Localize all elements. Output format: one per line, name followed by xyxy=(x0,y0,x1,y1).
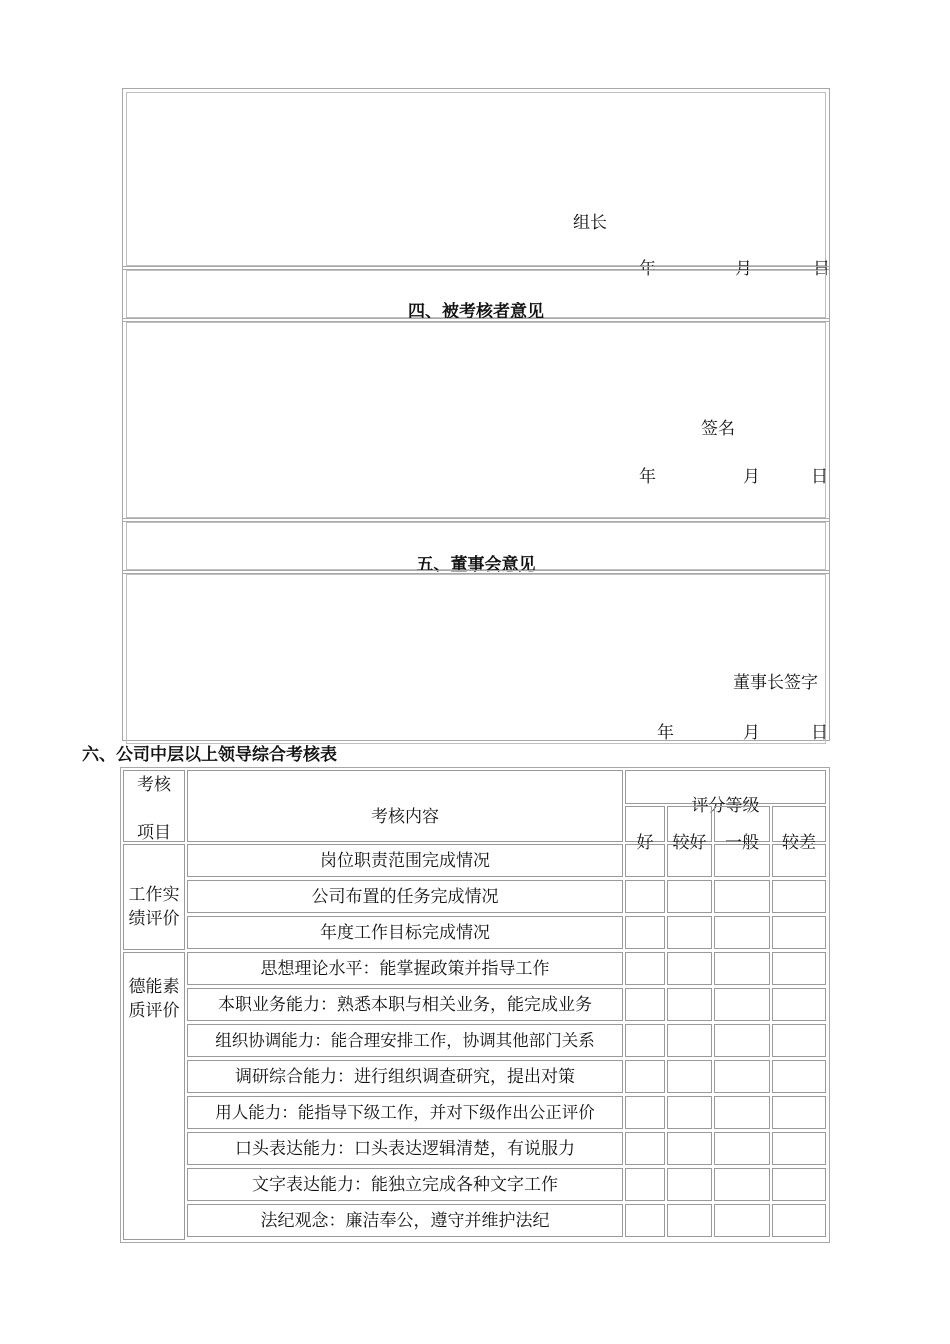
score-cell-poor[interactable] xyxy=(772,916,826,949)
score-cell-fairly-good[interactable] xyxy=(667,952,712,985)
section5-sign-label: 董事长签字 xyxy=(733,673,818,693)
header-level-fairly-good xyxy=(667,806,712,853)
table-row xyxy=(187,1168,623,1201)
score-cell-average[interactable] xyxy=(714,844,770,877)
table-row xyxy=(187,1060,623,1093)
table-row xyxy=(187,988,623,1021)
score-cell-average[interactable] xyxy=(714,1096,770,1129)
score-cell-fairly-good[interactable] xyxy=(667,1096,712,1129)
section4-date-year: 年 xyxy=(639,467,656,487)
row-content: 思想理论水平：能掌握政策并指导工作 xyxy=(260,959,550,979)
section3-date-month: 月 xyxy=(735,259,752,279)
section5-date-day: 日 xyxy=(811,723,828,743)
table-row xyxy=(187,1096,623,1129)
score-cell-average[interactable] xyxy=(714,952,770,985)
score-cell-poor[interactable] xyxy=(772,880,826,913)
row-content: 调研综合能力：进行组织调查研究，提出对策 xyxy=(235,1067,575,1087)
section6-title: 六、公司中层以上领导综合考核表 xyxy=(82,745,337,765)
score-cell-good[interactable] xyxy=(625,1024,665,1057)
section5-panel xyxy=(122,570,830,741)
section4-sign-label: 签名 xyxy=(701,419,735,439)
table-row xyxy=(187,916,623,949)
table-row xyxy=(187,952,623,985)
score-cell-fairly-good[interactable] xyxy=(667,1168,712,1201)
score-cell-good[interactable] xyxy=(625,1096,665,1129)
section4-heading-panel xyxy=(122,266,830,322)
header-level-good xyxy=(625,806,665,853)
header-item-line1: 考核 xyxy=(137,775,171,795)
row-content: 组织协调能力：能合理安排工作，协调其他部门关系 xyxy=(215,1031,595,1050)
row-content: 年度工作目标完成情况 xyxy=(320,923,490,943)
score-cell-fairly-good[interactable] xyxy=(667,1204,712,1237)
score-cell-good[interactable] xyxy=(625,952,665,985)
row-content: 用人能力：能指导下级工作，并对下级作出公正评价 xyxy=(215,1103,595,1122)
score-cell-poor[interactable] xyxy=(772,1204,826,1237)
row-content: 公司布置的任务完成情况 xyxy=(311,887,499,907)
section3-date-day: 日 xyxy=(813,259,830,279)
score-cell-poor[interactable] xyxy=(772,1060,826,1093)
score-cell-average[interactable] xyxy=(714,1024,770,1057)
row-content: 口头表达能力：口头表达逻辑清楚，有说服力 xyxy=(235,1139,575,1159)
score-cell-fairly-good[interactable] xyxy=(667,988,712,1021)
score-cell-good[interactable] xyxy=(625,880,665,913)
group-ability-quality-line1: 德能素 xyxy=(128,977,180,997)
score-cell-poor[interactable] xyxy=(772,844,826,877)
section5-heading: 五、董事会意见 xyxy=(416,555,536,575)
table-row xyxy=(187,1132,623,1165)
table-row xyxy=(187,880,623,913)
score-cell-poor[interactable] xyxy=(772,1132,826,1165)
header-item-line2: 项目 xyxy=(137,823,171,843)
score-cell-fairly-good[interactable] xyxy=(667,916,712,949)
score-cell-average[interactable] xyxy=(714,988,770,1021)
group-work-performance-line2: 绩评价 xyxy=(128,909,180,929)
row-content: 文字表达能力：能独立完成各种文字工作 xyxy=(252,1175,558,1195)
score-cell-average[interactable] xyxy=(714,880,770,913)
score-cell-average[interactable] xyxy=(714,1168,770,1201)
table-row xyxy=(187,844,623,877)
header-level-average-label: 一般 xyxy=(725,833,759,853)
row-content: 本职业务能力：熟悉本职与相关业务，能完成业务 xyxy=(218,995,592,1015)
section3-panel xyxy=(122,88,830,279)
score-cell-poor[interactable] xyxy=(772,1168,826,1201)
group-work-performance-line1: 工作实 xyxy=(128,885,180,905)
score-cell-fairly-good[interactable] xyxy=(667,1024,712,1057)
header-content-cell xyxy=(187,770,623,842)
score-cell-fairly-good[interactable] xyxy=(667,880,712,913)
section5-date-year: 年 xyxy=(657,723,674,743)
header-level-poor-label: 较差 xyxy=(782,833,816,853)
score-cell-good[interactable] xyxy=(625,1204,665,1237)
header-level-good-label: 好 xyxy=(636,833,654,853)
header-score-group-cell xyxy=(625,770,826,816)
group-ability-quality-line2: 质评价 xyxy=(128,1001,180,1021)
section5-heading-panel xyxy=(122,518,830,574)
leader-label: 组长 xyxy=(573,213,607,233)
score-cell-poor[interactable] xyxy=(772,1024,826,1057)
score-cell-poor[interactable] xyxy=(772,988,826,1021)
score-cell-average[interactable] xyxy=(714,916,770,949)
score-cell-fairly-good[interactable] xyxy=(667,844,712,877)
section4-panel xyxy=(122,318,830,522)
header-level-poor xyxy=(772,806,826,853)
row-content: 法纪观念：廉洁奉公，遵守并维护法纪 xyxy=(260,1211,550,1231)
row-content: 岗位职责范围完成情况 xyxy=(320,851,490,871)
group-ability-quality xyxy=(123,952,185,1240)
score-cell-average[interactable] xyxy=(714,1060,770,1093)
score-cell-average[interactable] xyxy=(714,1132,770,1165)
header-item-cell xyxy=(123,770,185,842)
section4-date-month: 月 xyxy=(743,467,760,487)
score-cell-poor[interactable] xyxy=(772,1096,826,1129)
table-row xyxy=(187,1024,623,1057)
section5-date-month: 月 xyxy=(743,723,760,743)
section3-inner xyxy=(126,92,826,266)
score-cell-fairly-good[interactable] xyxy=(667,1060,712,1093)
header-level-fairly-good-label: 较好 xyxy=(672,833,707,853)
group-work-performance xyxy=(123,844,185,950)
header-level-average xyxy=(714,806,770,853)
section3-date-year: 年 xyxy=(639,259,656,279)
score-cell-good[interactable] xyxy=(625,1168,665,1201)
header-score-group: 评分等级 xyxy=(691,796,760,816)
score-cell-good[interactable] xyxy=(625,988,665,1021)
score-cell-good[interactable] xyxy=(625,1132,665,1165)
score-cell-good[interactable] xyxy=(625,916,665,949)
header-content: 考核内容 xyxy=(371,807,439,827)
score-cell-good[interactable] xyxy=(625,844,665,877)
score-cell-poor[interactable] xyxy=(772,952,826,985)
section4-date-day: 日 xyxy=(811,467,828,487)
table-row xyxy=(187,1204,623,1237)
score-cell-fairly-good[interactable] xyxy=(667,1132,712,1165)
score-cell-good[interactable] xyxy=(625,1060,665,1093)
score-cell-average[interactable] xyxy=(714,1204,770,1237)
section4-heading: 四、被考核者意见 xyxy=(408,302,544,322)
section5-inner xyxy=(126,574,826,744)
